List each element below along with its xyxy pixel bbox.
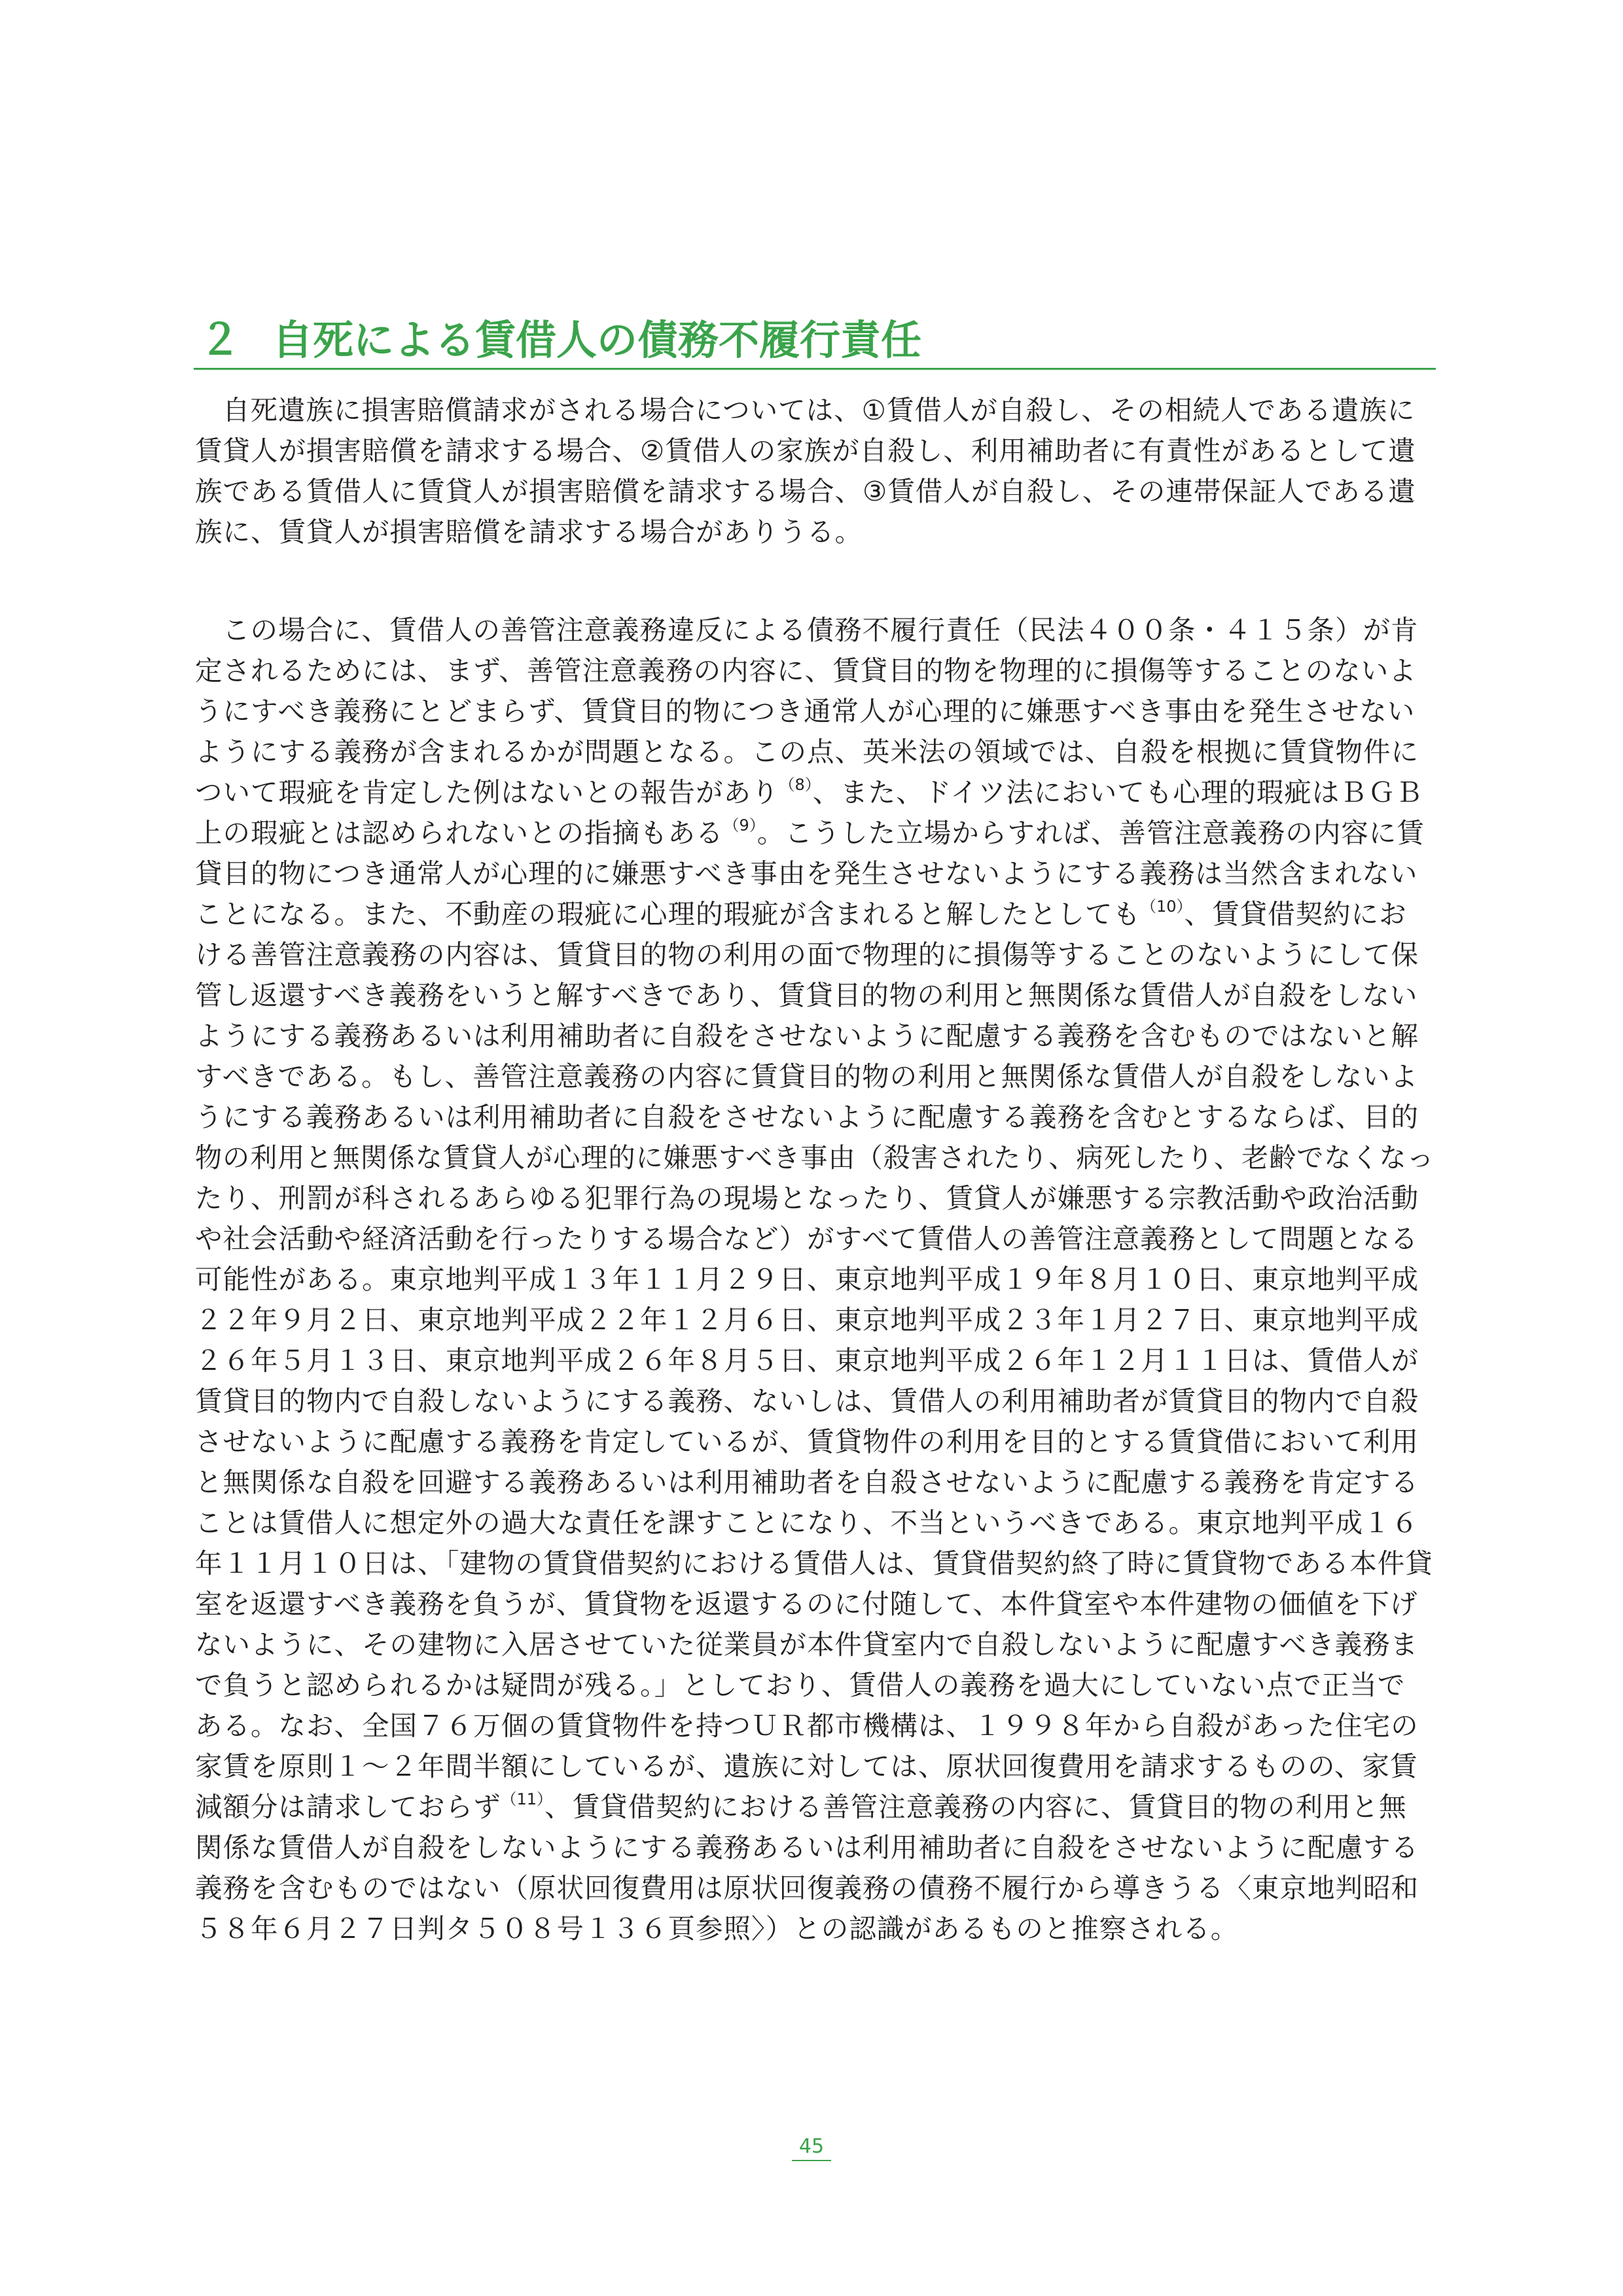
text-line: ようにする義務が含まれるかが問題となる。この点、英米法の領域では、自殺を根拠に賃貸物件に [195, 736, 1419, 768]
text-line: 賃貸目的物内で自殺しないようにする義務、ないしは、賃借人の利用補助者が賃貸目的物内で自殺 [195, 1385, 1419, 1417]
text-line: 族である賃借人に賃貸人が損害賠償を請求する場合、③賃借人が自殺し、その連帯保証人である遺 [195, 475, 1416, 507]
footnote-ref: （11） [501, 1790, 545, 1808]
text-line: 関係な賃借人が自殺をしないようにする義務あるいは利用補助者に自殺をさせないように配慮する [195, 1831, 1419, 1863]
text-line: ことは賃借人に想定外の過大な責任を課すことになり、不当というべきである。東京地判平成１６ [195, 1507, 1419, 1539]
text-segment: 。こうした立場からすれば、善管注意義務の内容に賃 [757, 817, 1425, 849]
text-segment: 、また、ドイツ法においても心理的瑕疵はＢＧＢ [812, 776, 1423, 808]
text-line: たり、刑罰が科されるあらゆる犯罪行為の現場となったり、賃貸人が嫌悪する宗教活動や政治活動 [195, 1182, 1419, 1214]
text-line: うにする義務あるいは利用補助者に自殺をさせないように配慮する義務を含むとするならば、目的 [195, 1101, 1419, 1133]
text-line [195, 894, 1407, 935]
text-line: 年１１月１０日は、「建物の賃貸借契約における賃借人は、賃貸借契約終了時に賃貸物である本件貸 [195, 1547, 1433, 1579]
section-heading [194, 315, 1436, 370]
text-segment: 、賃貸借契約にお [1184, 898, 1407, 930]
text-segment: ついて瑕疵を肯定した例はないとの報告があり [195, 776, 779, 808]
text-line: させないように配慮する義務を肯定しているが、賃貸物件の利用を目的とする賃貸借において利用 [195, 1426, 1419, 1458]
text-line: 室を返還すべき義務を負うが、賃貸物を返還するのに付随して、本件貸室や本件建物の価値を下げ [195, 1588, 1418, 1620]
footnote-ref: （8） [779, 776, 813, 794]
text-line: ５８年６月２７日判タ５０８号１３６頁参照〉）との認識があるものと推察される。 [195, 1912, 1239, 1945]
footnote-ref: （10） [1141, 897, 1185, 916]
text-line: で負うと認められるかは疑問が残る。」としており、賃借人の義務を過大にしていない点で正当で [195, 1669, 1406, 1701]
text-line: ける善管注意義務の内容は、賃貸目的物の利用の面で物理的に損傷等することのないようにして保 [195, 939, 1419, 971]
text-segment: 、賃貸借契約における善管注意義務の内容に、賃貸目的物の利用と無 [544, 1791, 1407, 1823]
text-line: ２６年５月１３日、東京地判平成２６年８月５日、東京地判平成２６年１２月１１日は、賃借人が [195, 1344, 1419, 1376]
text-line: 自死遺族に損害賠償請求がされる場合については、①賃借人が自殺し、その相続人である遺族に [223, 394, 1416, 426]
text-line: 物の利用と無関係な賃貸人が心理的に嫌悪すべき事由（殺害されたり、病死したり、老齢でなくなっ [195, 1141, 1435, 1174]
section-title: 自死による賃借人の債務不履行責任 [272, 316, 922, 364]
text-line: と無関係な自殺を回避する義務あるいは利用補助者を自殺させないように配慮する義務を肯定する [195, 1466, 1419, 1498]
text-line [195, 1787, 1407, 1827]
text-line: 定されるためには、まず、善管注意義務の内容に、賃貸目的物を物理的に損傷等することのないよ [195, 655, 1417, 687]
text-line: 管し返還すべき義務をいうと解すべきであり、賃貸目的物の利用と無関係な賃借人が自殺をしない [195, 979, 1418, 1011]
text-line: 家賃を原則１～２年間半額にしているが、遺族に対しては、原状回復費用を請求するものの、家賃 [195, 1750, 1418, 1782]
text-line [195, 813, 1425, 853]
text-line: ようにする義務あるいは利用補助者に自殺をさせないように配慮する義務を含むものではないと解 [195, 1020, 1419, 1052]
text-line [195, 772, 1423, 813]
footnote-ref: （9） [723, 816, 757, 834]
section-number: ２ [199, 316, 241, 365]
text-line: 賃貸人が損害賠償を請求する場合、②賃借人の家族が自殺し、利用補助者に有責性があるとして遺 [195, 435, 1416, 467]
text-line: うにすべき義務にとどまらず、賃貸目的物につき通常人が心理的に嫌悪すべき事由を発生させない [195, 695, 1416, 727]
text-line: 族に、賃貸人が損害賠償を請求する場合がありうる。 [195, 516, 863, 548]
text-line: ある。なお、全国７６万個の賃貸物件を持つＵＲ都市機構は、１９９８年から自殺があった住宅の [195, 1710, 1419, 1742]
text-line: 可能性がある。東京地判平成１３年１１月２９日、東京地判平成１９年８月１０日、東京地判平成 [195, 1263, 1419, 1295]
text-segment: ことになる。また、不動産の瑕疵に心理的瑕疵が含まれると解したとしても [195, 898, 1141, 930]
page-number: 45 [792, 2134, 831, 2161]
text-line: ２２年９月２日、東京地判平成２２年１２月６日、東京地判平成２３年１月２７日、東京地判平成 [195, 1304, 1419, 1336]
text-line: 貸目的物につき通常人が心理的に嫌悪すべき事由を発生させないようにする義務は当然含まれない [195, 857, 1418, 889]
text-line: すべきである。もし、善管注意義務の内容に賃貸目的物の利用と無関係な賃借人が自殺をしないよ [195, 1060, 1419, 1092]
text-line: 義務を含むものではない（原状回復費用は原状回復義務の債務不履行から導きうる〈東京地判昭和 [195, 1872, 1419, 1904]
text-segment: 減額分は請求しておらず [195, 1791, 501, 1823]
text-line: や社会活動や経済活動を行ったりする場合など）がすべて賃借人の善管注意義務として問題となる [195, 1223, 1419, 1255]
text-line: この場合に、賃借人の善管注意義務違反による債務不履行責任（民法４００条・４１５条）が肯 [223, 614, 1419, 646]
text-line: ないように、その建物に入居させていた従業員が本件貸室内で自殺しないように配慮すべき義務ま [195, 1628, 1419, 1660]
text-segment: 上の瑕疵とは認められないとの指摘もある [195, 817, 724, 849]
